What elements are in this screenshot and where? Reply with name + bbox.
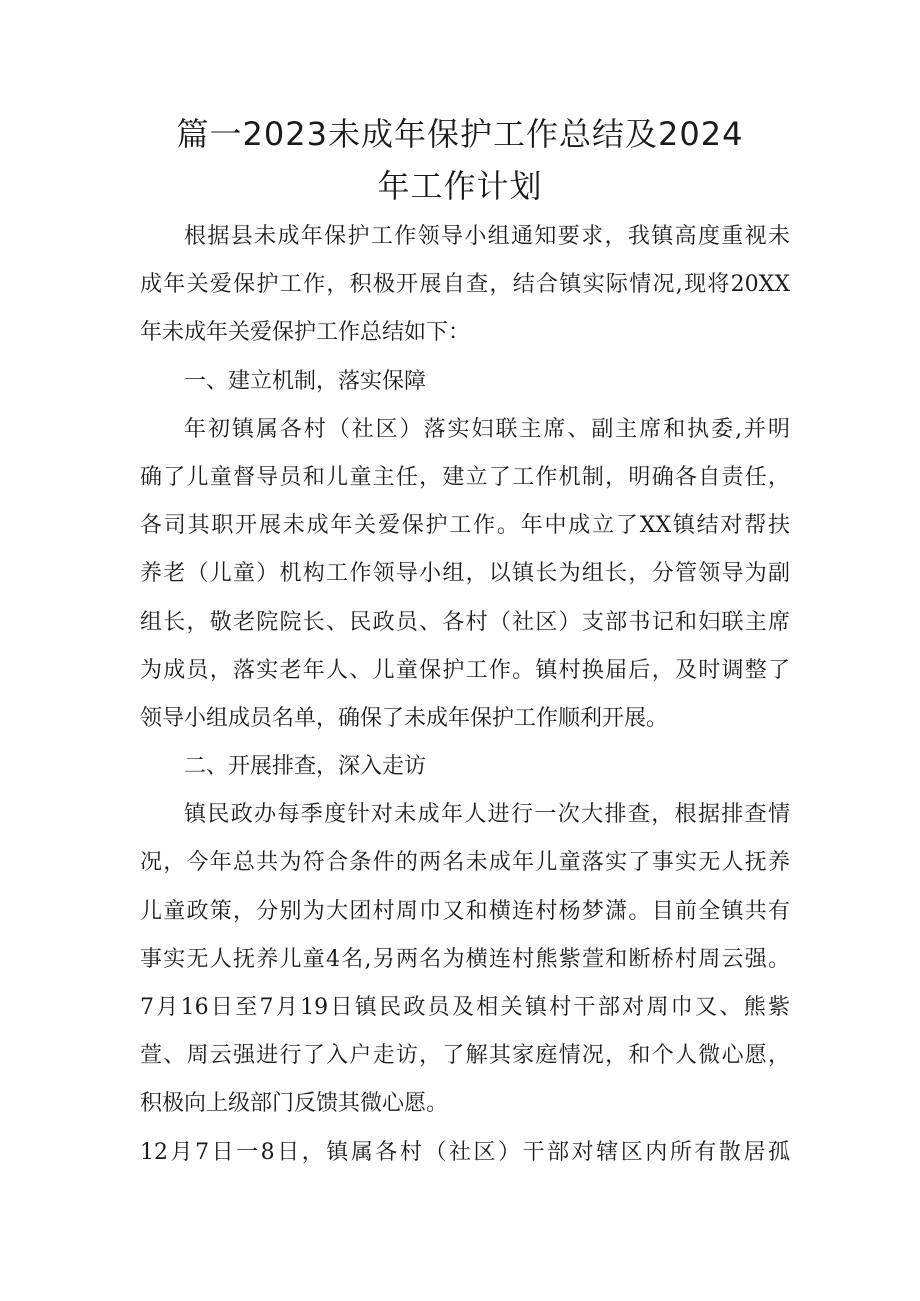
body-text-line: 事实无人抚养儿童4名,另两名为横连村熊紫萱和断桥村周云强。 [140,946,790,972]
body-text-line: 根据县未成年保护工作领导小组通知要求，我镇高度重视未 [184,224,790,249]
body-text-line: 领导小组成员名单，确保了未成年保护工作顺利开展。 [140,705,669,731]
title-line: 篇一2023未成年保护工作总结及2024 [176,115,744,153]
body-text-line: 镇民政办每季度针对未成年人进行一次大排查，根据排查情 [184,802,790,828]
document-body [140,213,790,1177]
body-text-line: 确了儿童督导员和儿童主任，建立了工作机制，明确各自责任， [140,464,790,490]
body-text-line: 为成员，落实老年人、儿童保护工作。镇村换届后，及时调整了 [140,657,790,683]
body-text-line: 各司其职开展未成年关爱保护工作。年中成立了XX镇结对帮扶 [140,513,790,539]
body-text-line: 积极向上级部门反馈其微心愿。 [140,1091,449,1117]
body-text-line: 萱、周云强进行了入户走访，了解其家庭情况，和个人微心愿， [140,1043,790,1069]
body-text-line: 养老（儿童）机构工作领导小组，以镇长为组长，分管领导为副 [140,561,790,587]
document-title [120,108,800,212]
body-text-line: 年初镇属各村（社区）落实妇联主席、副主席和执委,并明 [184,416,790,442]
title-line: 年工作计划 [377,167,543,205]
body-text-line: 组长，敬老院院长、民政员、各村（社区）支部书记和妇联主席 [140,609,790,635]
body-text-line: 7月16日至7月19日镇民政员及相关镇村干部对周巾又、熊紫 [140,995,790,1020]
body-text-line: 况，今年总共为符合条件的两名未成年儿童落实了事实无人抚养 [140,850,790,876]
body-text-line: 一、建立机制，落实保障 [184,368,427,394]
body-text-line: 二、开展排查，深入走访 [184,754,427,780]
body-text-line: 12月7日一8日，镇属各村（社区）干部对辖区内所有散居孤 [140,1139,790,1165]
body-text-line: 儿童政策，分别为大团村周巾又和横连村杨梦潇。目前全镇共有 [140,898,790,924]
body-text-line: 成年关爱保护工作，积极开展自查，结合镇实际情况,现将20XX [140,272,790,298]
body-text-line: 年未成年关爱保护工作总结如下： [140,320,471,346]
